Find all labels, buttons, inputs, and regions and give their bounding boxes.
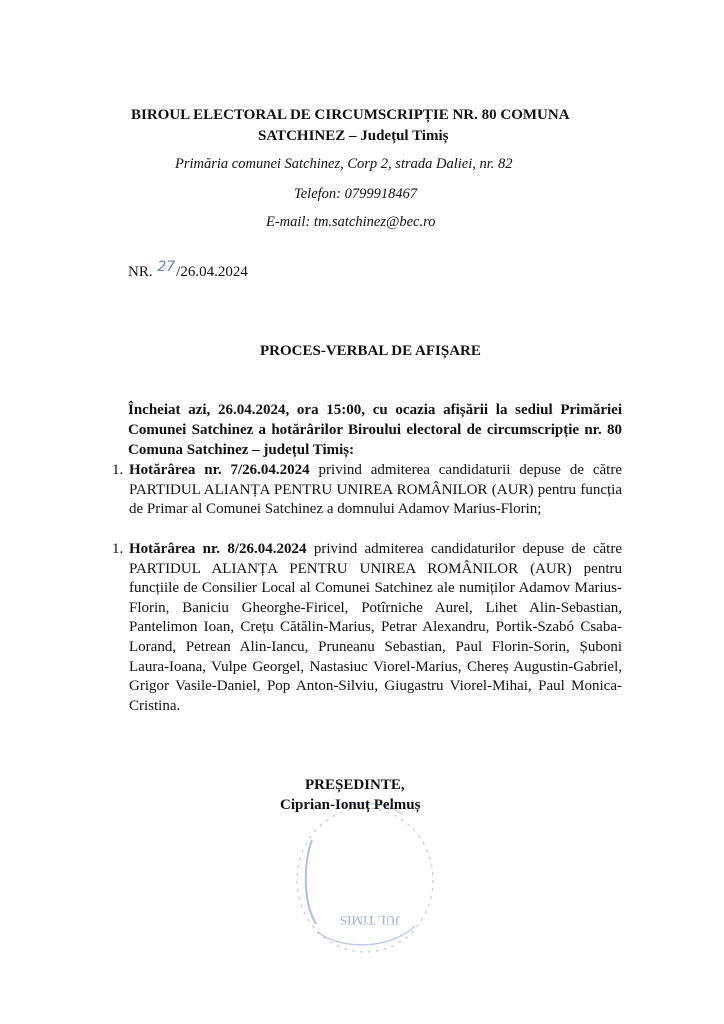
list-item [112, 461, 622, 520]
list-item-body [129, 461, 622, 520]
registration-number [128, 259, 248, 281]
intro-paragraph: Încheiat azi, 26.04.2024, ora 15:00, cu ocazia afișării la sediul Primăriei Comunei Satchinez a hotărârilor Biroului electoral de circumscripție nr. 80 Comuna Satchinez – județul Timiș: [128, 402, 622, 458]
stamp-text: JUL TIMIS [339, 913, 401, 928]
header-locality: SATCHINEZ – Județul Timiș [258, 128, 449, 144]
registration-date: /26.04.2024 [176, 264, 248, 280]
document-title: PROCES-VERBAL DE AFIȘARE [260, 343, 481, 359]
header-phone: Telefon: 0799918467 [294, 186, 418, 202]
official-stamp [290, 800, 440, 960]
header-institution: BIROUL ELECTORAL DE CIRCUMSCRIPȚIE NR. 80 COMUNA [131, 107, 570, 123]
list-item-number: 1. [112, 462, 124, 478]
signature-role: PREȘEDINTE, [305, 777, 405, 793]
list-item-number: 1. [112, 541, 124, 557]
decision-reference: Hotărârea nr. 7/26.04.2024 [129, 462, 310, 478]
handwritten-number: 27 [157, 259, 176, 275]
decision-text: privind admiterea candidaturii depuse de către PARTIDUL ALIANȚA PENTRU UNIREA ROMÂNILOR (AUR) pentru funcția de Primar al Comunei Satchinez a domnului Adamov Marius-Florin; [129, 462, 622, 518]
header-address: Primăria comunei Satchinez, Corp 2, strada Daliei, nr. 82 [175, 156, 513, 172]
list-item-body [129, 540, 622, 716]
header-email: E-mail: tm.satchinez@bec.ro [266, 214, 436, 230]
list-item [112, 540, 622, 716]
decision-reference: Hotărârea nr. 8/26.04.2024 [129, 541, 307, 557]
registration-prefix: NR. [128, 264, 153, 280]
decision-text: privind admiterea candidaturilor depuse de către PARTIDUL ALIANȚA PENTRU UNIREA ROMÂNILOR (AUR) pentru funcțiile de Consilier Local al Comunei Satchinez ale numiților Adamov Marius-Florin, Baniciu Gheorghe-Firicel, Potîrniche Aurel, Lihet Alin-Sebastian, Pantelimon Ioan, Crețu Cătălin-Marius, Petrar Alexandru, Portik-Szabó Csaba-Lorand, Petrean Alin-Iancu, Pruneanu Sebastian, Paul Florin-Sorin, Șuboni Laura-Ioana, Vulpe Georgel, Nastasiuc Viorel-Marius, Chereș Augustin-Gabriel, Grigor Vasile-Daniel, Pop Anton-Silviu, Giugastru Viorel-Mihai, Paul Monica-Cristina. [129, 541, 622, 714]
signature-name: Ciprian-Ionuț Pelmuș [280, 797, 421, 813]
